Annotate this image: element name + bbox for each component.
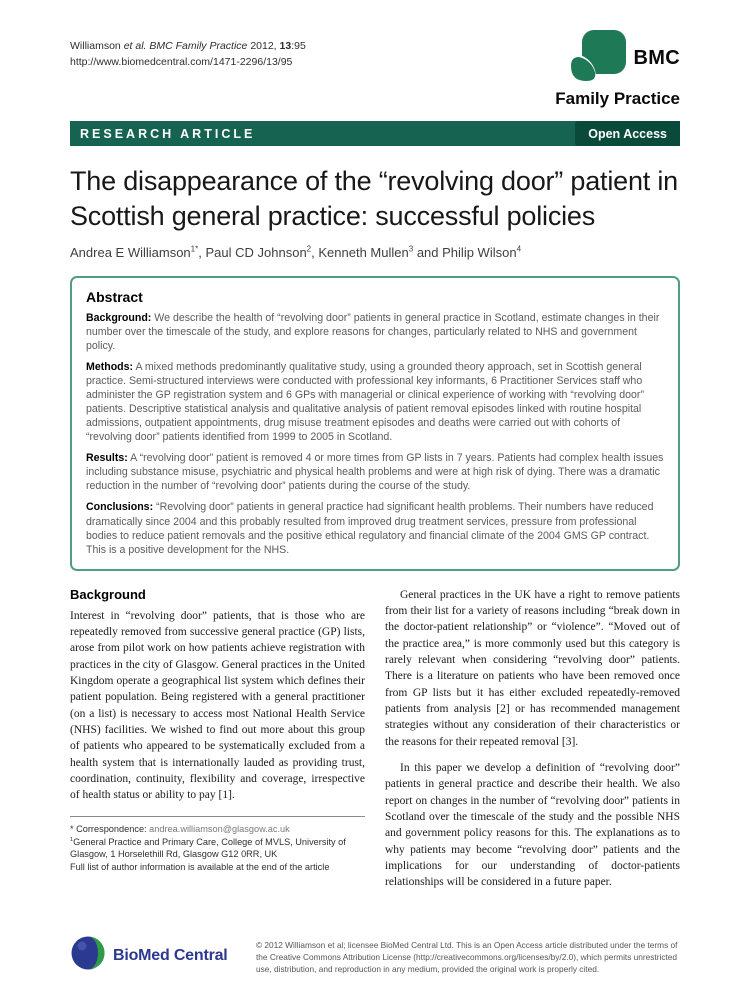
abstract-methods-label: Methods: (86, 360, 134, 373)
abstract-methods (86, 360, 664, 444)
background-heading: Background (70, 586, 146, 602)
abstract-heading: Abstract (86, 288, 143, 305)
author-info-note: Full list of author information is available at the end of the article (70, 862, 330, 873)
citation-line (70, 38, 306, 54)
left-column (70, 587, 365, 901)
abstract-conclusions (86, 500, 664, 556)
abstract-results-label: Results: (86, 452, 128, 465)
abstract-background-text: We describe the health of “revolving door” patients in general practice in Scotland, estimate changes in their number over the timescale of the study, and explore reasons for changes, particularly related to NHS and government policy. (86, 311, 660, 352)
citation-block (70, 30, 306, 71)
abstract-methods-text: A mixed methods predominantly qualitative study, using a grounded theory approach, set in Scottish general practice. Semi-structured interviews were conducted with professional key informants, 6 Practitioner Services staff who administer the GP registration system and 6 GPs with managerial or clinical experience of working with “revolving door” patients. Descriptive statistical analysis and qualitative analysis of patient removal episodes linked with routine hospital admissions, outpatient appointments, drug misuse treatment episodes and deaths were carried out with cohorts of “revolving door” patients identified from 1999 to 2005 in Scotland. (86, 360, 644, 444)
journal-logo (555, 30, 680, 109)
citation-page: :95 (291, 40, 306, 52)
body-columns (70, 587, 680, 901)
abstract-results-text: A “revolving door” patient is removed 4 or more times from GP lists in 7 years. Patients had complex health issues including substance misuse, psychiatric and physical health problems and were at high risk of dying. There was a dramatic reduction in the number of “revolving door” patients during the course of the study. (86, 452, 664, 493)
article-type-label: RESEARCH ARTICLE (80, 126, 256, 141)
author-name: Kenneth Mullen$^3$ and (318, 244, 443, 260)
journal-name: Family Practice (555, 89, 680, 108)
article-type-banner (70, 121, 680, 146)
citation-author: Williamson (70, 40, 121, 52)
biomed-central-logo-icon (70, 935, 106, 976)
page-header (70, 30, 680, 109)
affiliation-text: General Practice and Primary Care, College of MVLS, University of Glasgow, 1 Horselethill Rd, Glasgow G12 0RR, UK (70, 836, 346, 860)
correspondence-email-link[interactable]: andrea.williamson@glasgow.ac.uk (149, 823, 290, 834)
bmc-logo-icon (570, 30, 626, 87)
citation-year: 2012, (250, 40, 277, 52)
body-paragraph-removal-reasons: General practices in the UK have a right to remove patients from their list for a variety of reasons including “break down in the doctor-patient relationship” or “violence”. “Moved out of the practice area,” is more commonly used but this category is rarely relevant when considering “revolving door” patients. There is a literature on patients who have been removed once from GP lists but it has either excluded repeatedly-removed patients from analysis [2] or has recommended management strategies without any consideration of their characteristics or the reasons for their repeated removal [3]. (385, 588, 680, 748)
affiliation-note (70, 836, 365, 862)
right-column (385, 587, 680, 901)
abstract-conclusions-label: Conclusions: (86, 501, 154, 514)
affiliation-superscript: 1 (70, 836, 74, 843)
citation-journal: et al. BMC Family Practice (123, 40, 248, 52)
citation-url-link[interactable]: http://www.biomedcentral.com/1471-2296/13/95 (70, 56, 293, 69)
page-title: The disappearance of the “revolving door” patient in Scottish general practice: successful policies (70, 166, 678, 232)
correspondence-note (70, 823, 365, 836)
abstract-conclusions-text: “Revolving door” patients in general practice had significant health problems. Their numbers have reduced dramatically since 2004 and this probably resulted from improved drug treatment services, pressure from professional bodies to reduce patient removals and the positive ethical regulatory and financial climate of the 2004 GMS GP contract. This is a positive development for the NHS. (86, 501, 654, 556)
open-access-badge: Open Access (575, 121, 680, 146)
copyright-text: © 2012 Williamson et al; licensee BioMed Central Ltd. This is an Open Access article distributed under the terms of the Creative Commons Attribution License (http://creativecommons.org/licenses/by/2.0), which permits unrestricted use, distribution, and reproduction in any medium, provided the original work is properly cited. (256, 940, 678, 975)
biomed-central-logo (70, 935, 240, 976)
journal-acronym: BMC (633, 47, 680, 69)
citation-volume: 13 (279, 40, 292, 52)
publisher-footer (70, 925, 680, 976)
footnotes-block (70, 816, 365, 875)
correspondence-label: * Correspondence: (70, 823, 150, 834)
abstract-box (70, 276, 680, 571)
abstract-results (86, 451, 664, 493)
author-name: Philip Wilson$^4$ (442, 244, 522, 260)
abstract-background-label: Background: (86, 311, 152, 324)
background-paragraph: Interest in “revolving door” patients, that is those who are repeatedly removed from successive general practice (GP) lists, arose from pilot work on how patients achieve registration with practices in the city of Glasgow. General practices in the United Kingdom operate a geographical list system which defines their patient population. Being registered with a general practitioner (on a list) is necessary to access most National Health Service (NHS) facilities. We wished to find out more about this group of patients who appeared to be systematically excluded from a health system that is internationally lauded as providing trust, coordination, continuity, flexibility and coverage, irrespective of health status or ability to pay [1]. (70, 609, 365, 802)
biomed-central-wordmark: BioMed Central (113, 946, 228, 964)
authors-line (70, 244, 680, 259)
author-name: Paul CD Johnson$^2$, (205, 244, 319, 260)
author-name: Andrea E Williamson$^{1*}$, (70, 244, 206, 260)
body-paragraph-paper-aims: In this paper we develop a definition of “revolving door” patients in general practice and describe their health. We also report on changes in the number of “revolving door” patients in Scotland over the timescale of the study and the possible NHS and government policy reasons for this. The explanations as to why patients may become “revolving door” patients and the implications for our understanding of doctor-patients relationships will be considered in a future paper. (385, 762, 680, 889)
abstract-background (86, 311, 664, 353)
